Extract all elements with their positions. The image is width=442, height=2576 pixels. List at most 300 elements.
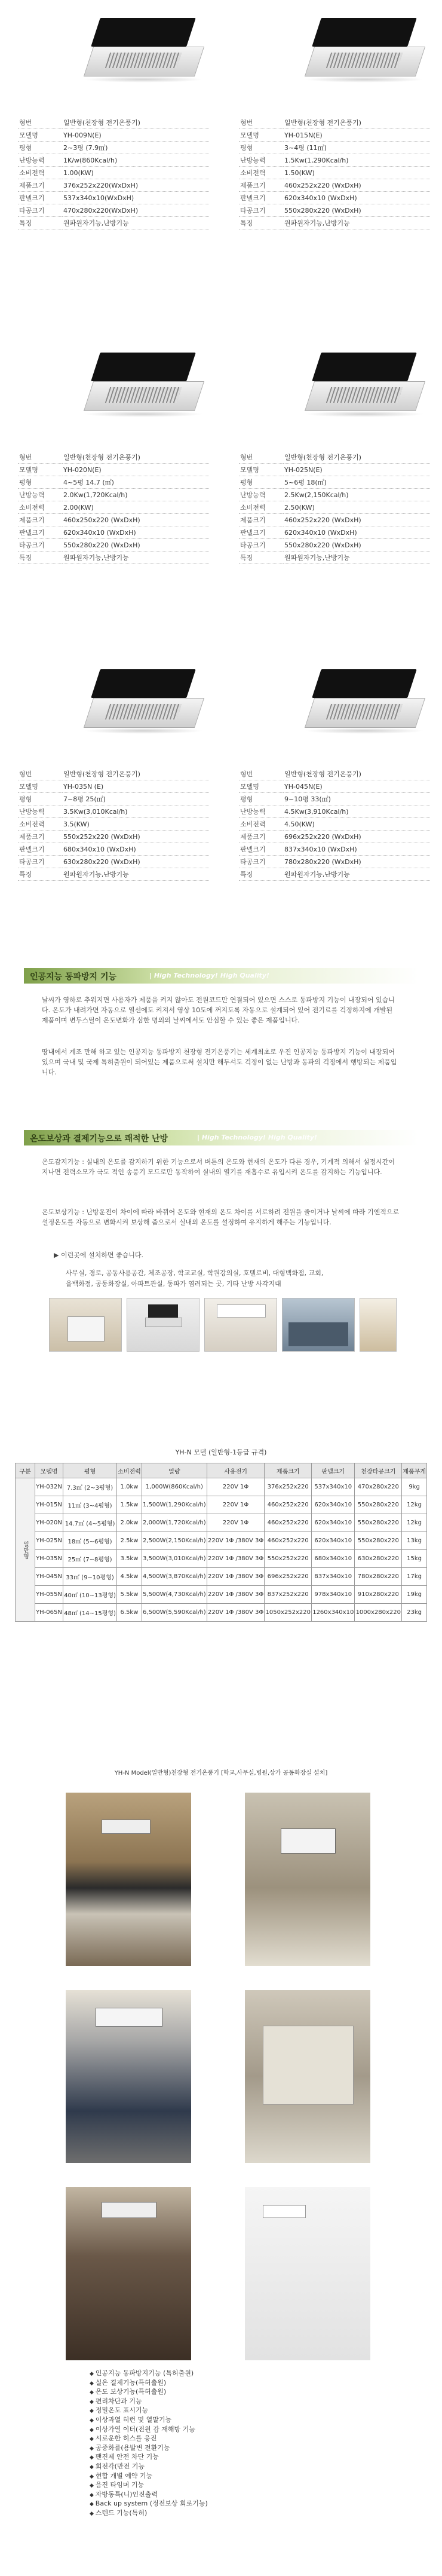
product-spec-4 <box>239 451 430 564</box>
spec-row <box>239 818 430 831</box>
spec-value: 2.00(KW) <box>62 501 209 514</box>
spec-value: YH-045N(E) <box>283 780 430 793</box>
table-cell: 837x340x10 <box>312 1568 355 1586</box>
spec-value: 원파원자기능,난방기능 <box>283 868 430 881</box>
table-cell: 220V 1Φ /380V 3Φ <box>207 1604 265 1622</box>
install-places-line-2: 을백화점, 공동화장실, 아파트관실, 동파가 염려되는 곳, 기타 난방 사각지대 <box>66 1280 281 1288</box>
spec-key: 모델명 <box>18 129 62 142</box>
feature-item: ◆ 회전각(만전 기능 <box>90 2462 352 2472</box>
spec-key: 판넬크기 <box>239 526 283 539</box>
spec-row <box>18 501 209 514</box>
spec-row <box>18 217 209 229</box>
spec-value: 537x340x10(WxDxH) <box>62 192 209 204</box>
table-cell: 630x280x220 <box>355 1550 402 1568</box>
spec-value: 780x280x220 (WxDxH) <box>283 856 430 868</box>
product-image-1 <box>84 18 203 84</box>
feature-list <box>90 2369 352 2519</box>
table-cell: 220V 1Φ /380V 3Φ <box>207 1568 265 1586</box>
spec-value: 2~3평 (7.9㎡) <box>62 142 209 154</box>
spec-key: 특징 <box>18 868 62 881</box>
table-cell: 17kg <box>402 1568 427 1586</box>
spec-row <box>18 154 209 167</box>
table-cell: 460x252x220 <box>265 1514 312 1532</box>
spec-key: 모델명 <box>18 780 62 793</box>
spec-key: 형번 <box>239 768 283 780</box>
spec-row <box>18 179 209 192</box>
install-places-bullet: ▶ 이런곳에 설치하면 좋습니다. <box>54 1251 143 1259</box>
section1-paragraph-2: 땅내에서 계조 만해 하고 있는 인공지능 동파방지 천장형 전기온풍기는 세계최초로 우진 인공지능 동파방지 기능이 내장되어 있으며 국내 및 국제 특허출원이 되어있는 제품으로써 설치만 해두셔도 걱정이 없는 난방과 동파의 걱정에서 행방되는 제품입니다. <box>42 1048 397 1076</box>
table-header: 평형 <box>63 1463 116 1478</box>
spec-value: 550x252x220 (WxDxH) <box>62 831 209 843</box>
table-cell: 376x252x220 <box>265 1478 312 1496</box>
spec-row <box>239 526 430 539</box>
table-cell: 837x252x220 <box>265 1586 312 1604</box>
spec-key: 판넬크기 <box>18 526 62 539</box>
spec-key: 소비전력 <box>18 501 62 514</box>
spec-value: 550x280x220 (WxDxH) <box>283 539 430 552</box>
gallery-photo-hallway <box>245 2187 370 2360</box>
section2-paragraph-2: 온도보상기능 : 난방운전이 차이에 따라 바뀌어 온도와 현재의 온도 차이를 서로하려 전원을 줄이거나 날씨에 따라 기엔적으로 설정온도를 자동으로 변화시켜 보상해 줌으로서 실내의 온도를 설정하여 유지하게 해주는 기능입니다. <box>42 1208 400 1226</box>
spec-row <box>239 780 430 793</box>
table-cell: 220V 1Φ <box>207 1514 265 1532</box>
spec-key: 타공크기 <box>18 856 62 868</box>
table-side-label: 일반형 <box>16 1478 35 1622</box>
table-cell: 25㎡ (7~8평형) <box>63 1550 116 1568</box>
table-cell: 550x280x220 <box>355 1532 402 1550</box>
spec-key: 평형 <box>239 793 283 805</box>
spec-value: 3~4평 (11㎡) <box>283 142 430 154</box>
spec-value: 680x340x10 (WxDxH) <box>62 843 209 856</box>
spec-value: 3.5(KW) <box>62 818 209 831</box>
product-spec-2 <box>239 117 430 229</box>
table-cell: YH-032N <box>35 1478 63 1496</box>
spec-key: 소비전력 <box>239 167 283 179</box>
table-cell: 6.5kw <box>117 1604 142 1622</box>
spec-key: 판넬크기 <box>18 843 62 856</box>
spec-value: 4.5Kw(3,910Kcal/h) <box>283 805 430 818</box>
table-header: 사용전기 <box>207 1463 265 1478</box>
spec-row <box>18 451 209 464</box>
table-cell: 550x280x220 <box>355 1514 402 1532</box>
table-cell: 2.0kw <box>117 1514 142 1532</box>
spec-row <box>18 856 209 868</box>
spec-key: 형번 <box>18 768 62 780</box>
spec-value: 일반형(천장형 전기온풍기) <box>283 451 430 464</box>
spec-key: 타공크기 <box>18 204 62 217</box>
spec-value: 일반형(천장형 전기온풍기) <box>283 117 430 129</box>
spec-key: 난방능력 <box>18 154 62 167</box>
spec-row <box>239 868 430 881</box>
table-header: 열량 <box>142 1463 207 1478</box>
table-cell: 2,000W(1,720Kcal/h) <box>142 1514 207 1532</box>
table-cell: 12kg <box>402 1496 427 1514</box>
feature-item: ◆ 이상과열 히런 및 열말기능 <box>90 2416 352 2425</box>
product-image-2 <box>305 18 424 84</box>
product-spec-3 <box>18 451 209 564</box>
spec-key: 특징 <box>239 868 283 881</box>
table-cell: 460x252x220 <box>265 1532 312 1550</box>
table-cell: 620x340x10 <box>312 1514 355 1532</box>
spec-value: 4~5평 14.7 (㎡) <box>62 476 209 489</box>
spec-key: 타공크기 <box>239 204 283 217</box>
table-cell: YH-025N <box>35 1532 63 1550</box>
product-image-4 <box>305 353 424 418</box>
spec-value: 일반형(천장형 전기온풍기) <box>62 768 209 780</box>
spec-key: 제품크기 <box>18 831 62 843</box>
spec-row <box>239 117 430 129</box>
install-photo-3 <box>204 1298 277 1352</box>
spec-row <box>239 552 430 564</box>
gallery-photo-ceiling-1 <box>245 1793 370 1966</box>
spec-value: 1.00(KW) <box>62 167 209 179</box>
feature-item: ◆ 음진 타임머 기능 <box>90 2481 352 2491</box>
spec-key: 난방능력 <box>239 805 283 818</box>
spec-row <box>18 831 209 843</box>
table-header: 판넬크기 <box>312 1463 355 1478</box>
feature-item: ◆ 공중화를(용발변 전환기능 <box>90 2444 352 2454</box>
spec-value: 일반형(천장형 전기온풍기) <box>62 117 209 129</box>
spec-value: 630x280x220 (WxDxH) <box>62 856 209 868</box>
spec-value: 원파원자기능,난방기능 <box>62 552 209 564</box>
table-cell: 550x252x220 <box>265 1550 312 1568</box>
spec-row <box>239 167 430 179</box>
table-cell: 1050x252x220 <box>265 1604 312 1622</box>
spec-row <box>18 167 209 179</box>
table-cell: 550x280x220 <box>355 1496 402 1514</box>
table-cell: 1000x280x220 <box>355 1604 402 1622</box>
spec-value: 9~10평 33(㎡) <box>283 793 430 805</box>
install-photo-4 <box>282 1298 355 1352</box>
table-header: 제품무게 <box>402 1463 427 1478</box>
spec-key: 평형 <box>18 476 62 489</box>
spec-value: 1K/w(860Kcal/h) <box>62 154 209 167</box>
spec-row <box>239 489 430 501</box>
spec-row <box>239 154 430 167</box>
spec-key: 특징 <box>18 217 62 229</box>
table-row <box>16 1478 427 1496</box>
table-row <box>16 1550 427 1568</box>
table-cell: 1,000W(860Kcal/h) <box>142 1478 207 1496</box>
table-cell: 33㎡ (9~10평형) <box>63 1568 116 1586</box>
table-cell: 1260x340x10 <box>312 1604 355 1622</box>
feature-item: ◆ 편리차단과 기능 <box>90 2397 352 2407</box>
table-cell: 6,500W(5,590Kcal/h) <box>142 1604 207 1622</box>
spec-key: 형번 <box>18 451 62 464</box>
section-title: 인공지능 동파방지 기능 <box>30 972 116 982</box>
spec-value: 2.50(KW) <box>283 501 430 514</box>
spec-value: 7~8평 25(㎡) <box>62 793 209 805</box>
table-cell: YH-065N <box>35 1604 63 1622</box>
table-cell: 460x252x220 <box>265 1496 312 1514</box>
feature-item: ◆ 정밀온도 표시기능 <box>90 2406 352 2416</box>
spec-key: 모델명 <box>239 780 283 793</box>
spec-row <box>18 780 209 793</box>
table-cell: 780x280x220 <box>355 1568 402 1586</box>
spec-key: 제품크기 <box>239 179 283 192</box>
feature-item: ◆ 자방동특(니)인진출력 <box>90 2491 352 2500</box>
spec-key: 소비전력 <box>239 818 283 831</box>
spec-row <box>239 142 430 154</box>
spec-row <box>239 843 430 856</box>
spec-row <box>239 464 430 476</box>
table-row <box>16 1604 427 1622</box>
feature-item: ◆ 온도 보상기능(특허출원) <box>90 2388 352 2397</box>
spec-value: 620x340x10 (WxDxH) <box>283 192 430 204</box>
table-cell: 5,500W(4,730Kcal/h) <box>142 1586 207 1604</box>
spec-row <box>239 476 430 489</box>
feature-item: ◆ 현합 개별 예약 기능 <box>90 2472 352 2482</box>
table-cell: 9kg <box>402 1478 427 1496</box>
spec-key: 제품크기 <box>18 179 62 192</box>
table-header: 제품크기 <box>265 1463 312 1478</box>
spec-row <box>18 526 209 539</box>
table-cell: 620x340x10 <box>312 1496 355 1514</box>
table-cell: 12kg <box>402 1514 427 1532</box>
spec-key: 판넬크기 <box>239 843 283 856</box>
table-cell: 978x340x10 <box>312 1586 355 1604</box>
spec-key: 평형 <box>18 142 62 154</box>
spec-row <box>239 856 430 868</box>
spec-key: 판넬크기 <box>18 192 62 204</box>
spec-key: 제품크기 <box>239 831 283 843</box>
table-cell: 1.0kw <box>117 1478 142 1496</box>
spec-value: 원파원자기능,난방기능 <box>62 217 209 229</box>
spec-key: 소비전력 <box>239 501 283 514</box>
spec-value: 620x340x10 (WxDxH) <box>62 526 209 539</box>
table-cell: 220V 1Φ <box>207 1478 265 1496</box>
table-cell: 220V 1Φ /380V 3Φ <box>207 1586 265 1604</box>
spec-row <box>18 539 209 552</box>
table-cell: 7.3㎡ (2~3평형) <box>63 1478 116 1496</box>
section-header-freeze-protection <box>24 968 418 984</box>
spec-key: 평형 <box>239 476 283 489</box>
spec-value: 460x252x220 (WxDxH) <box>283 179 430 192</box>
table-cell: 4.5kw <box>117 1568 142 1586</box>
spec-row <box>239 831 430 843</box>
spec-key: 타공크기 <box>239 539 283 552</box>
spec-row <box>18 768 209 780</box>
table-cell: 3,500W(3,010Kcal/h) <box>142 1550 207 1568</box>
table-cell: 680x340x10 <box>312 1550 355 1568</box>
table-cell: 2,500W(2,150Kcal/h) <box>142 1532 207 1550</box>
spec-row <box>18 843 209 856</box>
spec-row <box>18 489 209 501</box>
spec-key: 모델명 <box>239 464 283 476</box>
table-cell: 5.5kw <box>117 1586 142 1604</box>
table-cell: 23kg <box>402 1604 427 1622</box>
spec-row <box>239 501 430 514</box>
spec-value: 일반형(천장형 전기온풍기) <box>62 451 209 464</box>
spec-row <box>18 793 209 805</box>
spec-key: 모델명 <box>239 129 283 142</box>
table-row <box>16 1514 427 1532</box>
spec-value: 3.5Kw(3,010Kcal/h) <box>62 805 209 818</box>
spec-key: 난방능력 <box>239 154 283 167</box>
spec-value: 2.0Kw(1,720Kcal/h) <box>62 489 209 501</box>
spec-key: 난방능력 <box>239 489 283 501</box>
table-cell: 14.7㎡ (4~5평형) <box>63 1514 116 1532</box>
spec-row <box>18 552 209 564</box>
section-header-temperature-compensation <box>24 1130 418 1145</box>
spec-key: 난방능력 <box>18 805 62 818</box>
section-subtitle: | High Technology! High Quality! <box>197 1134 317 1141</box>
spec-key: 모델명 <box>18 464 62 476</box>
spec-key: 특징 <box>18 552 62 564</box>
spec-key: 소비전력 <box>18 167 62 179</box>
spec-row <box>18 464 209 476</box>
install-photo-2 <box>127 1298 199 1352</box>
table-cell: YH-045N <box>35 1568 63 1586</box>
spec-key: 제품크기 <box>18 514 62 526</box>
table-cell: 2.5kw <box>117 1532 142 1550</box>
table-cell: 537x340x10 <box>312 1478 355 1496</box>
install-photo-1 <box>49 1298 122 1352</box>
section2-paragraph-1: 온도감지기능 : 실내의 온도를 감지하기 위한 기능으로서 버튼의 온도와 현재의 온도가 다른 경우, 기계적 의해서 설정시간이 지나면 전력소모가 극도 적인 송풍기 모드로만 동작하여 실내의 열기를 재흡수로 유입시켜 온도를 감지하는 기능입니다. <box>42 1158 395 1176</box>
spec-table <box>15 1463 427 1622</box>
product-spec-1 <box>18 117 209 229</box>
feature-item: ◆ 실온 결제기능(특허출원) <box>90 2379 352 2388</box>
table-title: YH-N 모델 (일반형-1등급 규격) <box>175 1448 267 1456</box>
spec-row <box>18 818 209 831</box>
spec-value: YH-020N(E) <box>62 464 209 476</box>
spec-key: 특징 <box>239 552 283 564</box>
spec-row <box>18 129 209 142</box>
spec-value: 460x250x220 (WxDxH) <box>62 514 209 526</box>
table-header: 천장타공크기 <box>355 1463 402 1478</box>
feature-item: ◆ 팬진제 안전 차단 기능 <box>90 2453 352 2462</box>
spec-value: YH-035N (E) <box>62 780 209 793</box>
spec-row <box>18 805 209 818</box>
spec-row <box>239 217 430 229</box>
table-cell: 470x280x220 <box>355 1478 402 1496</box>
spec-value: 550x280x220 (WxDxH) <box>283 204 430 217</box>
table-cell: YH-020N <box>35 1514 63 1532</box>
gallery-photo-restroom-2 <box>66 1990 191 2163</box>
spec-row <box>239 204 430 217</box>
spec-key: 형번 <box>18 117 62 129</box>
spec-row <box>239 451 430 464</box>
spec-row <box>18 204 209 217</box>
spec-value: 550x280x220 (WxDxH) <box>62 539 209 552</box>
feature-item: ◆ Back up system (정전보상 회로기능) <box>90 2500 352 2509</box>
product-image-5 <box>84 669 203 735</box>
table-cell: 40㎡ (10~13평형) <box>63 1586 116 1604</box>
table-cell: 48㎡ (14~15평형) <box>63 1604 116 1622</box>
product-spec-6 <box>239 768 430 881</box>
gallery-photo-restroom-1 <box>66 1793 191 1966</box>
spec-value: 1.5Kw(1,290Kcal/h) <box>283 154 430 167</box>
table-cell: 220V 1Φ /380V 3Φ <box>207 1532 265 1550</box>
table-cell: 220V 1Φ <box>207 1496 265 1514</box>
section-title: 온도보상과 결제기능으로 쾌적한 난방 <box>30 1134 168 1144</box>
spec-row <box>239 179 430 192</box>
feature-item: ◆ 이상가열 이터(전원 감 재해방 기능 <box>90 2425 352 2435</box>
spec-value: 696x252x220 (WxDxH) <box>283 831 430 843</box>
spec-value: 460x252x220 (WxDxH) <box>283 514 430 526</box>
gallery-caption: YH-N Model(일반형)천장형 전기온풍기 [학교,사무실,병원,상가 공동화장실 설치] <box>114 1770 328 1776</box>
spec-row <box>18 142 209 154</box>
spec-row <box>18 117 209 129</box>
table-cell: 11㎡ (3~4평형) <box>63 1496 116 1514</box>
spec-row <box>239 539 430 552</box>
table-header: 구분 <box>16 1463 35 1478</box>
install-photo-5 <box>360 1298 397 1352</box>
table-cell: 19kg <box>402 1586 427 1604</box>
spec-row <box>239 793 430 805</box>
install-places-line-1: 사무실, 경로, 공동사용공간, 체조공장, 학교교실, 학원강의실, 호텔로비, 대형백화점, 교회, <box>66 1269 324 1277</box>
gallery-photo-restroom-4 <box>66 2187 191 2360</box>
spec-value: 원파원자기능,난방기능 <box>283 217 430 229</box>
table-cell: 1,500W(1,290Kcal/h) <box>142 1496 207 1514</box>
spec-value: 일반형(천장형 전기온풍기) <box>283 768 430 780</box>
table-cell: 18㎡ (5~6평형) <box>63 1532 116 1550</box>
table-cell: 4,500W(3,870Kcal/h) <box>142 1568 207 1586</box>
spec-row <box>18 868 209 881</box>
table-cell: 696x252x220 <box>265 1568 312 1586</box>
table-cell: 620x340x10 <box>312 1532 355 1550</box>
table-header: 모델명 <box>35 1463 63 1478</box>
feature-item: ◆ 시로운한 히스를 응진 <box>90 2434 352 2444</box>
spec-value: 470x280x220(WxDxH) <box>62 204 209 217</box>
spec-row <box>239 129 430 142</box>
table-cell: 910x280x220 <box>355 1586 402 1604</box>
spec-row <box>18 514 209 526</box>
table-cell: YH-015N <box>35 1496 63 1514</box>
table-row <box>16 1532 427 1550</box>
spec-value: 4.50(KW) <box>283 818 430 831</box>
table-row <box>16 1496 427 1514</box>
feature-item: ◆ 스텐드 기능(특허) <box>90 2509 352 2519</box>
section1-paragraph-1: 날씨가 영하로 추워지면 사용자가 제품을 켜지 않아도 전원코드만 연결되어 있으면 스스로 동파방지 기능이 내장되어 있습니다. 온도가 내려가면 자동으로 열선에도 켜져서 영상 10도에 꺼지도록 자동으로 설계되어 있어 전기료를 걱정하지에 개발된 제품이며 변두스틸이 온도변화가 심한 명의의 날씨에서도 안심할 수 있는 좋은 제품입니다. <box>42 996 395 1024</box>
table-header: 소비전력 <box>117 1463 142 1478</box>
table-row <box>16 1586 427 1604</box>
spec-key: 특징 <box>239 217 283 229</box>
spec-value: 620x340x10 (WxDxH) <box>283 526 430 539</box>
spec-key: 타공크기 <box>18 539 62 552</box>
spec-value: 5~6평 18(㎡) <box>283 476 430 489</box>
spec-row <box>239 768 430 780</box>
spec-value: 2.5Kw(2,150Kcal/h) <box>283 489 430 501</box>
table-cell: 220V 1Φ /380V 3Φ <box>207 1550 265 1568</box>
spec-key: 난방능력 <box>18 489 62 501</box>
spec-value: YH-009N(E) <box>62 129 209 142</box>
spec-key: 형번 <box>239 117 283 129</box>
table-cell: 13kg <box>402 1532 427 1550</box>
spec-value: 837x340x10 (WxDxH) <box>283 843 430 856</box>
spec-key: 타공크기 <box>239 856 283 868</box>
section-subtitle: | High Technology! High Quality! <box>149 972 269 979</box>
spec-key: 제품크기 <box>239 514 283 526</box>
spec-row <box>239 192 430 204</box>
spec-key: 평형 <box>18 793 62 805</box>
spec-value: 376x252x220(WxDxH) <box>62 179 209 192</box>
table-cell: 1.5kw <box>117 1496 142 1514</box>
table-cell: YH-055N <box>35 1586 63 1604</box>
spec-key: 판넬크기 <box>239 192 283 204</box>
spec-row <box>239 514 430 526</box>
product-spec-5 <box>18 768 209 881</box>
product-image-6 <box>305 669 424 735</box>
table-cell: 3.5kw <box>117 1550 142 1568</box>
gallery-photo-restroom-3 <box>245 1990 370 2163</box>
spec-row <box>239 805 430 818</box>
table-row <box>16 1568 427 1586</box>
spec-key: 평형 <box>239 142 283 154</box>
spec-key: 형번 <box>239 451 283 464</box>
spec-value: 원파원자기능,난방기능 <box>62 868 209 881</box>
spec-row <box>18 192 209 204</box>
spec-value: 1.50(KW) <box>283 167 430 179</box>
